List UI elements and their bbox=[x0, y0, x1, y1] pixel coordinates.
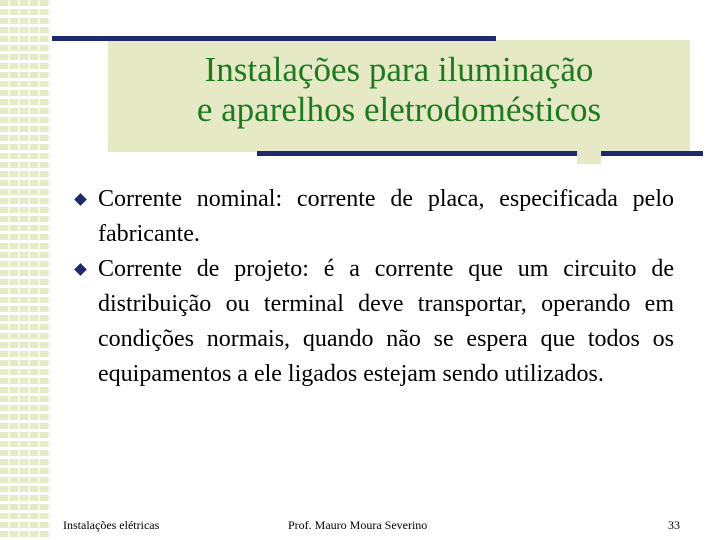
bullet-text: Corrente de projeto: é a corrente que um circuito de distribuição ou terminal deve transportar, operando em condições normais, quando não se espera que todos os equipamentos a ele ligados estejam sendo utilizados. bbox=[98, 256, 674, 387]
bullet-item bbox=[76, 182, 674, 252]
slide-title-line-1: Instalações para iluminação bbox=[204, 50, 594, 89]
footer-author: Prof. Mauro Moura Severino bbox=[288, 518, 428, 532]
side-stripe-decoration bbox=[0, 0, 50, 540]
footer-page-number: 33 bbox=[668, 518, 680, 532]
bullet-item bbox=[76, 252, 674, 392]
title-top-rule bbox=[52, 36, 496, 41]
slide-content bbox=[76, 182, 674, 392]
slide-title bbox=[108, 50, 690, 130]
slide-title-line-2: e aparelhos eletrodomésticos bbox=[196, 90, 602, 129]
bullet-text: Corrente nominal: corrente de placa, especificada pelo fabricante. bbox=[98, 186, 674, 247]
title-bottom-rule bbox=[257, 151, 703, 156]
diamond-bullet-icon bbox=[74, 193, 87, 206]
diamond-bullet-icon bbox=[74, 263, 87, 276]
title-corner-square bbox=[577, 140, 601, 164]
footer-course-title: Instalações elétricas bbox=[63, 518, 160, 532]
